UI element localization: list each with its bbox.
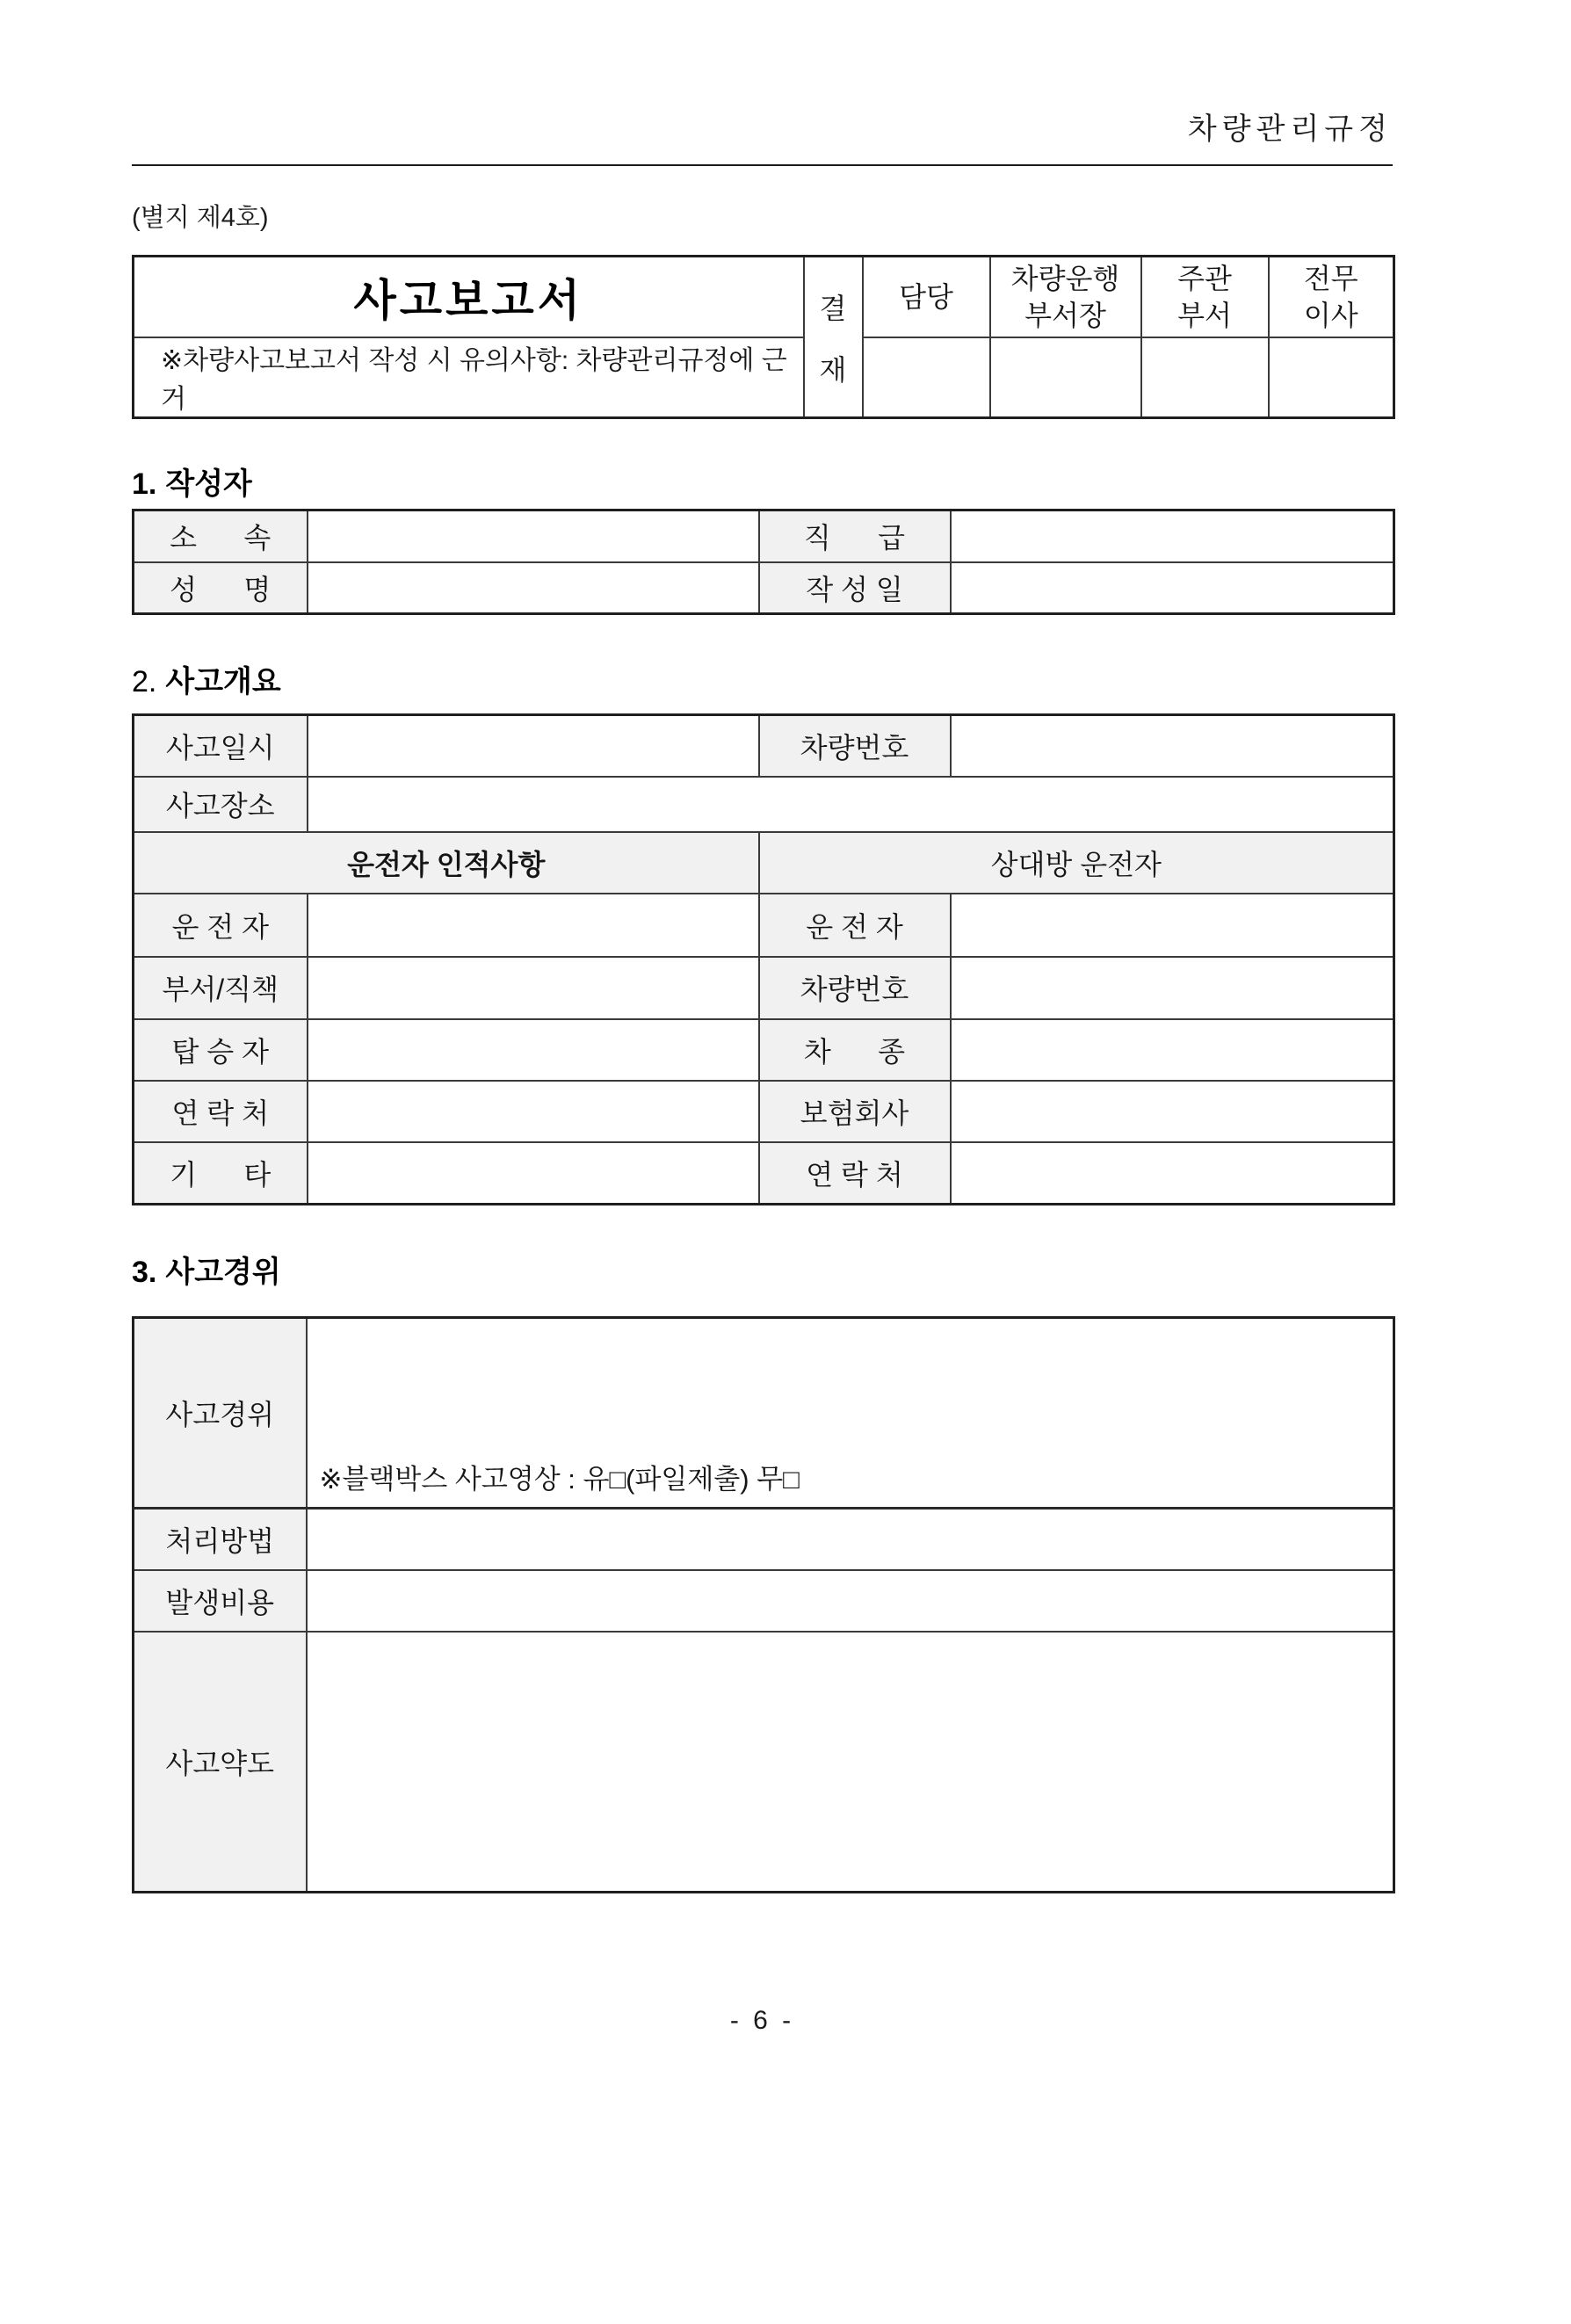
accident-sketch-label: 사고약도 [134, 1632, 307, 1893]
report-note: ※차량사고보고서 작성 시 유의사항: 차량관리규정에 근거 [161, 346, 787, 415]
passenger-label: 탑 승 자 [134, 1019, 308, 1081]
other-driver-label: 운 전 자 [759, 894, 951, 957]
incurred-cost-label: 발생비용 [134, 1570, 307, 1632]
accident-location-label: 사고장소 [134, 777, 308, 832]
vehicle-number-label: 차량번호 [759, 715, 951, 777]
vehicle-type-label: 차 종 [759, 1019, 951, 1081]
written-date-label: 작 성 일 [759, 562, 951, 614]
incident-details-value-cell [307, 1318, 1394, 1509]
contact-value-cell [308, 1081, 759, 1142]
contact-label: 연 락 처 [134, 1081, 308, 1142]
page-number: - 6 - [729, 2006, 795, 2035]
incurred-cost-value-cell [307, 1570, 1394, 1632]
table-row [134, 1142, 1394, 1205]
table-row [134, 894, 1394, 957]
handling-method-value-cell [307, 1509, 1394, 1570]
table-row [134, 510, 1394, 562]
approval-label-char1: 결 [819, 292, 847, 324]
accident-datetime-value-cell [308, 715, 759, 777]
section3-heading: 3. 사고경위 [132, 1256, 281, 1289]
name-label: 성 명 [134, 562, 308, 614]
regulation-title: 차량관리규정 [1187, 113, 1393, 146]
insurance-company-label: 보험회사 [759, 1081, 951, 1142]
table-row [134, 957, 1394, 1019]
document-page [132, 110, 1393, 2036]
affiliation-value-cell [308, 510, 759, 562]
approval-col-vehicle-dept-head: 차량운행 부서장 [990, 257, 1141, 337]
approval-col-damdang: 담당 [863, 257, 990, 337]
insurance-company-value-cell [951, 1081, 1394, 1142]
report-title: 사고보고서 [353, 275, 583, 325]
report-title-cell [134, 257, 804, 337]
approval-label-char2: 재 [819, 353, 847, 386]
accident-location-value-cell [308, 777, 1394, 832]
etc-value-cell [308, 1142, 759, 1205]
accident-sketch-value-cell [307, 1632, 1394, 1893]
page-header [132, 110, 1393, 166]
other-driver-subheader: 상대방 운전자 [759, 832, 1394, 894]
driver-value-cell [308, 894, 759, 957]
table-row [134, 1318, 1394, 1509]
table-row [134, 777, 1394, 832]
other-vehicle-number-value-cell [951, 957, 1394, 1019]
other-contact-value-cell [951, 1142, 1394, 1205]
table-row [134, 1570, 1394, 1632]
signature-box-damdang [863, 337, 990, 418]
dept-role-label: 부서/직책 [134, 957, 308, 1019]
written-date-value-cell [951, 562, 1394, 614]
vehicle-number-value-cell [951, 715, 1394, 777]
vehicle-type-value-cell [951, 1019, 1394, 1081]
incident-details-label: 사고경위 [134, 1318, 307, 1509]
dept-role-value-cell [308, 957, 759, 1019]
accident-datetime-label: 사고일시 [134, 715, 308, 777]
approval-table [132, 255, 1395, 419]
position-value-cell [951, 510, 1394, 562]
attachment-number: (별지 제4호) [132, 204, 269, 232]
author-table [132, 509, 1395, 615]
approval-col-executive-director: 전무 이사 [1269, 257, 1394, 337]
table-row [134, 832, 1394, 894]
section1-heading: 1. 작성자 [132, 467, 252, 501]
affiliation-label: 소 속 [134, 510, 308, 562]
etc-label: 기 타 [134, 1142, 308, 1205]
table-row [134, 1632, 1394, 1893]
accident-overview-table [132, 713, 1395, 1205]
other-driver-value-cell [951, 894, 1394, 957]
report-note-cell [134, 337, 804, 418]
position-label: 직 급 [759, 510, 951, 562]
driver-label: 운 전 자 [134, 894, 308, 957]
signature-box-supervising-dept [1141, 337, 1269, 418]
handling-method-label: 처리방법 [134, 1509, 307, 1570]
table-row [134, 1019, 1394, 1081]
approval-stamp-label-cell [804, 257, 863, 418]
section2-heading: 2. 사고개요 [132, 665, 281, 699]
approval-col-supervising-dept: 주관 부서 [1141, 257, 1269, 337]
accident-details-table [132, 1316, 1395, 1893]
table-row [134, 1509, 1394, 1570]
other-contact-label: 연 락 처 [759, 1142, 951, 1205]
driver-info-subheader: 운전자 인적사항 [134, 832, 759, 894]
passenger-value-cell [308, 1019, 759, 1081]
signature-box-executive-director [1269, 337, 1394, 418]
blackbox-note: ※블랙박스 사고영상 : 유□(파일제출) 무□ [319, 1464, 800, 1495]
table-row [134, 562, 1394, 614]
table-row [134, 715, 1394, 777]
signature-box-vehicle-dept-head [990, 337, 1141, 418]
other-vehicle-number-label: 차량번호 [759, 957, 951, 1019]
table-row [134, 1081, 1394, 1142]
name-value-cell [308, 562, 759, 614]
